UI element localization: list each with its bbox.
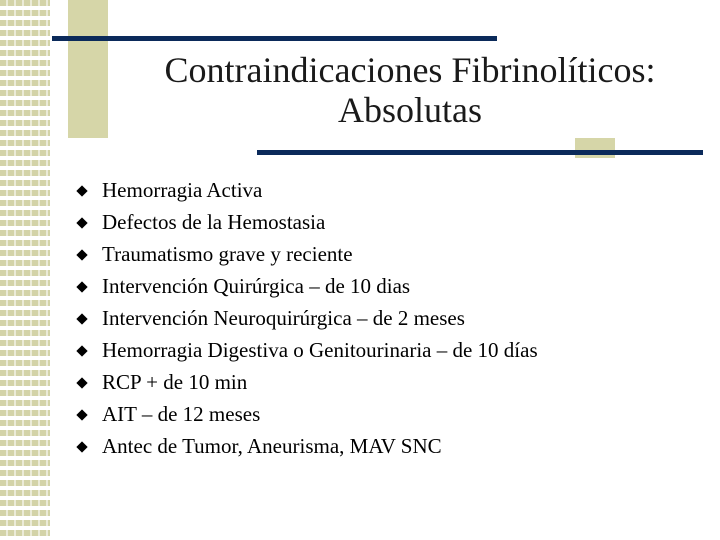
- diamond-bullet-icon: [76, 281, 87, 292]
- bullet-text: Hemorragia Activa: [102, 178, 263, 202]
- decorative-beige-block-bottom: [575, 138, 615, 158]
- diamond-bullet-icon: [76, 185, 87, 196]
- decorative-bar-bottom: [257, 150, 703, 155]
- bullet-item: [78, 430, 698, 462]
- bullet-item: [78, 270, 698, 302]
- bullet-item: [78, 174, 698, 206]
- slide-title: [110, 50, 710, 130]
- decorative-bar-top: [52, 36, 497, 41]
- diamond-bullet-icon: [76, 217, 87, 228]
- bullet-item: [78, 334, 698, 366]
- bullet-item: [78, 238, 698, 270]
- decorative-beige-block-top: [68, 0, 108, 138]
- slide-title-line-2: Absolutas: [338, 90, 482, 130]
- bullet-text: Defectos de la Hemostasia: [102, 210, 326, 234]
- bullet-text: AIT – de 12 meses: [102, 402, 261, 426]
- bullet-text: Intervención Quirúrgica – de 10 dias: [102, 274, 411, 298]
- diamond-bullet-icon: [76, 409, 87, 420]
- bullet-list: [78, 174, 698, 462]
- bullet-text: Hemorragia Digestiva o Genitourinaria – de 10 días: [102, 338, 538, 362]
- diamond-bullet-icon: [76, 345, 87, 356]
- diamond-bullet-icon: [76, 377, 87, 388]
- bullet-text: RCP + de 10 min: [102, 370, 248, 394]
- diamond-bullet-icon: [76, 249, 87, 260]
- bullet-text: Antec de Tumor, Aneurisma, MAV SNC: [102, 434, 442, 458]
- decorative-stripes-overlay: [0, 0, 50, 540]
- slide-title-line-1: Contraindicaciones Fibrinolíticos:: [164, 50, 656, 90]
- diamond-bullet-icon: [76, 313, 87, 324]
- bullet-text: Intervención Neuroquirúrgica – de 2 meses: [102, 306, 465, 330]
- bullet-item: [78, 398, 698, 430]
- bullet-item: [78, 366, 698, 398]
- bullet-item: [78, 302, 698, 334]
- diamond-bullet-icon: [76, 441, 87, 452]
- bullet-item: [78, 206, 698, 238]
- bullet-text: Traumatismo grave y reciente: [102, 242, 353, 266]
